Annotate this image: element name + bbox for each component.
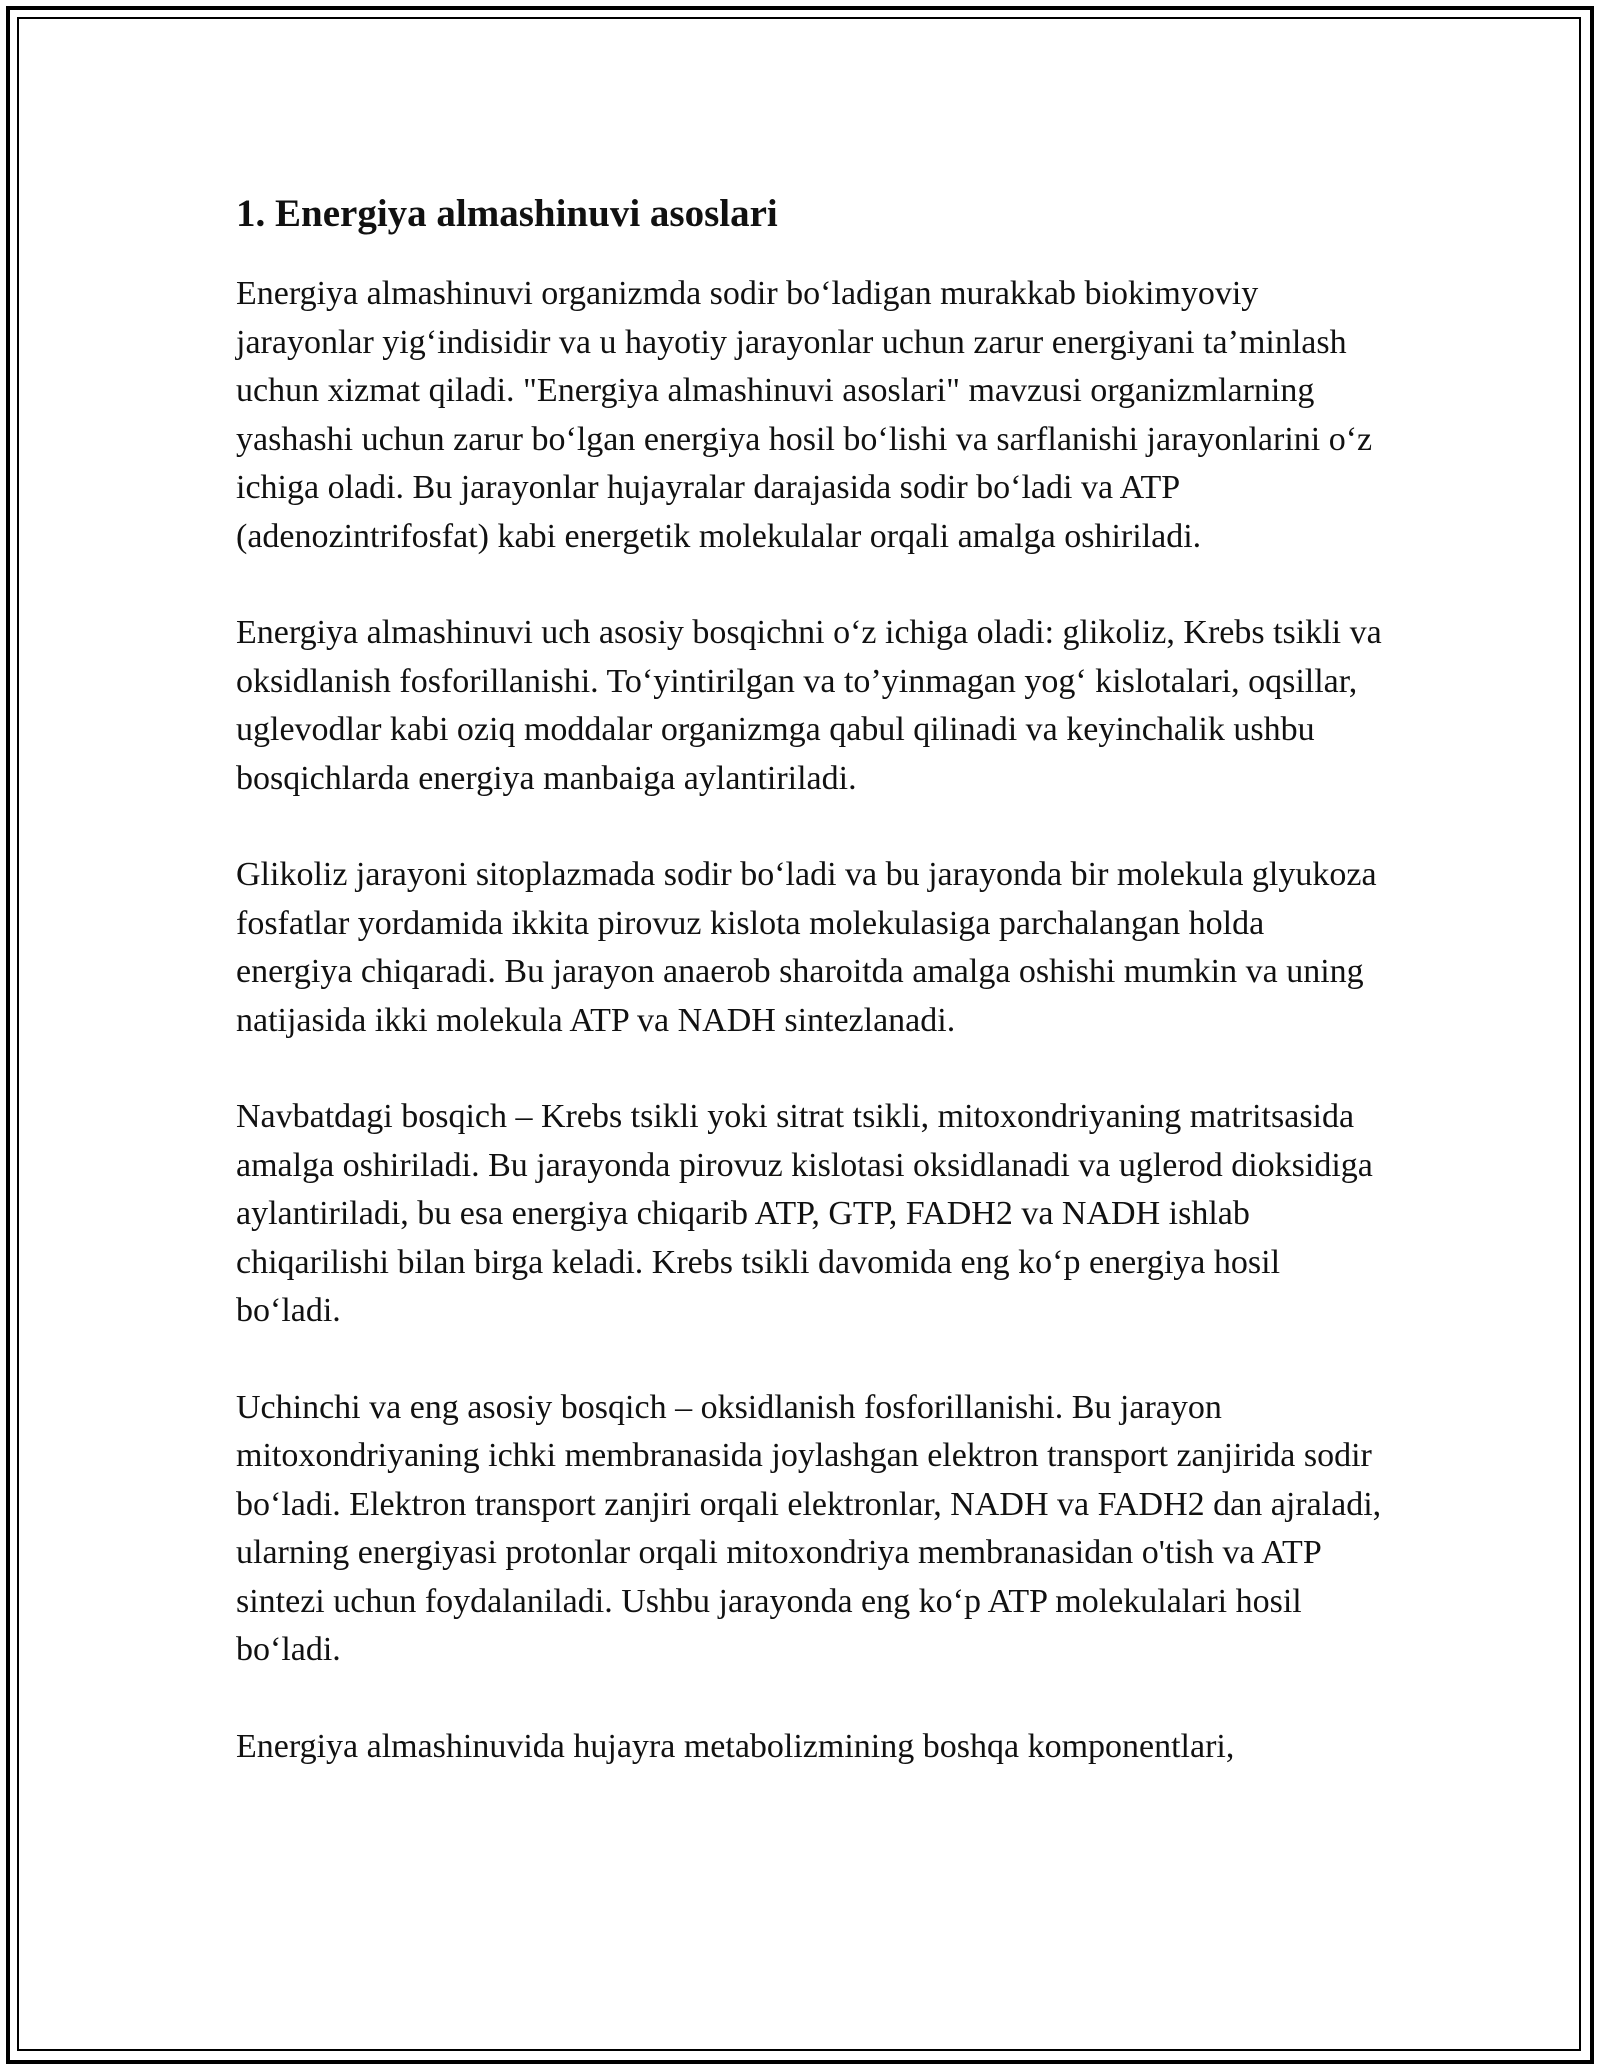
paragraph-3: Glikoliz jarayoni sitoplazmada sodir bo‘ladi va bu jarayonda bir molekula glyukoza fosfatlar yordamida ikkita pirovuz kislota molekulasiga parchalangan holda energiya chiqaradi. Bu jarayon anaerob sharoitda amalga oshishi mumkin va uning natijasida ikki molekula ATP va NADH sintezlanadi. <box>236 856 1377 1039</box>
paragraph-4: Navbatdagi bosqich – Krebs tsikli yoki sitrat tsikli, mitoxondriyaning matritsasida amalga oshiriladi. Bu jarayonda pirovuz kislotasi oksidlanadi va uglerod dioksidiga aylantiriladi, bu esa energiya chiqarib ATP, GTP, FADH2 va NADH ishlab chiqarilishi bilan birga keladi. Krebs tsikli davomida eng ko‘p energiya hosil bo‘ladi. <box>236 1098 1373 1329</box>
document-body <box>236 188 1386 1819</box>
paragraph-5: Uchinchi va eng asosiy bosqich – oksidlanish fosforillanishi. Bu jarayon mitoxondriyaning ichki membranasida joylashgan elektron transport zanjirida sodir bo‘ladi. Elektron transport zanjiri orqali elektronlar, NADH va FADH2 dan ajraladi, ularning energiyasi protonlar orqali mitoxondriya membranasidan o'tish va ATP sintezi uchun foydalaniladi. Ushbu jarayonda eng ko‘p ATP molekulalari hosil bo‘ladi. <box>236 1388 1382 1668</box>
paragraph-2: Energiya almashinuvi uch asosiy bosqichni o‘z ichiga oladi: glikoliz, Krebs tsikli va oksidlanish fosforillanishi. To‘yintirilgan va to’yinmagan yog‘ kislotalari, oqsillar, uglevodlar kabi oziq moddalar organizmga qabul qilinadi va keyinchalik ushbu bosqichlarda energiya manbaiga aylantiriladi. <box>236 614 1382 797</box>
paragraph-6: Energiya almashinuvida hujayra metabolizmining boshqa komponentlari, <box>236 1727 1235 1765</box>
section-heading: 1. Energiya almashinuvi asoslari <box>236 192 778 235</box>
paragraph-1: Energiya almashinuvi organizmda sodir bo‘ladigan murakkab biokimyoviy jarayonlar yig‘indisidir va u hayotiy jarayonlar uchun zarur energiyani ta’minlash uchun xizmat qiladi. "Energiya almashinuvi asoslari" mavzusi organizmlarning yashashi uchun zarur bo‘lgan energiya hosil bo‘lishi va sarflanishi jarayonlarini o‘z ichiga oladi. Bu jarayonlar hujayralar darajasida sodir bo‘ladi va ATP (adenozintrifosfat) kabi energetik molekulalar orqali amalga oshiriladi. <box>236 275 1373 555</box>
